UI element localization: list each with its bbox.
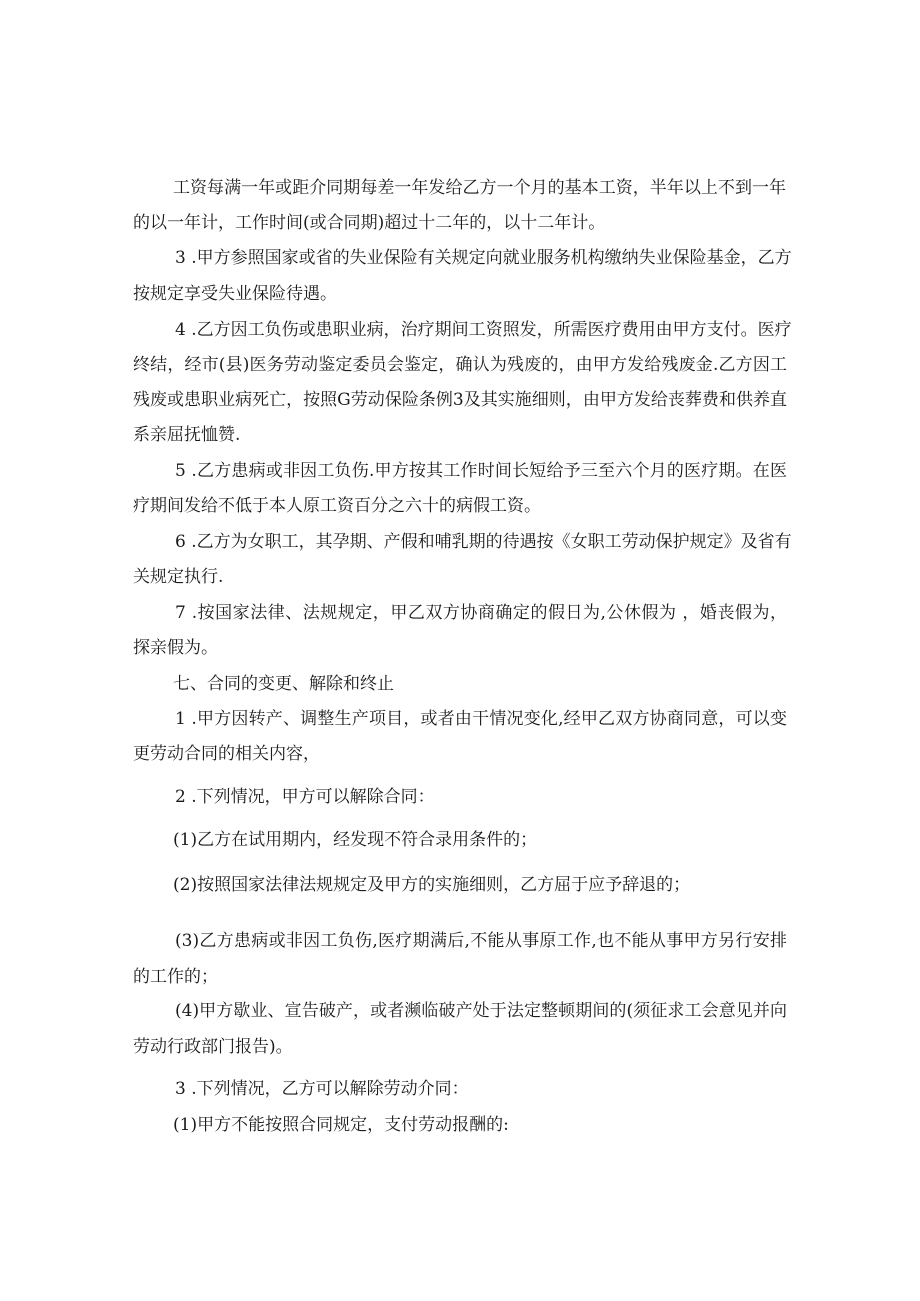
paragraph-line: 系亲屈抚恤赞.: [133, 425, 241, 445]
paragraph-line: 的以一年计，工作时间(或合同期)超过十二年的，以十二年计。: [133, 213, 606, 233]
paragraph-line: 7 .按国家法律、法规规定，甲乙双方协商确定的假日为,公休假为 ，婚丧假为，: [175, 603, 787, 623]
paragraph-line: (1)甲方不能按照合同规定，支付劳动报酬的:: [173, 1115, 509, 1135]
paragraph-line: (2)按照国家法律法规规定及甲方的实施细则，乙方屈于应予辞退的；: [173, 875, 691, 895]
paragraph-line: (1)乙方在试用期内，经发现不符合录用条件的；: [173, 830, 538, 850]
paragraph-line: 探亲假为。: [133, 638, 218, 658]
paragraph-line: 3 .甲方参照国家或省的失业保险有关规定向就业服务机构缴纳失业保险基金，乙方: [175, 248, 792, 268]
paragraph-line: 疗期间发给不低于本人原工资百分之六十的病假工资。: [133, 496, 541, 516]
paragraph-line: 残废或患职业病死亡，按照G劳动保险条例3及其实施细则，由甲方发给丧葬费和供养直: [133, 390, 787, 410]
paragraph-line: 终结，经市(县)医务劳动鉴定委员会鉴定，确认为残废的，由甲方发给残废金.乙方因工: [133, 355, 787, 375]
paragraph-line: 5 .乙方患病或非因工负伤.甲方按其工作时间长短给予三至六个月的医疗期。在医: [175, 461, 787, 481]
paragraph-line: 2 .下列情况，甲方可以解除合同：: [175, 787, 435, 807]
paragraph-line: 1 .甲方因转产、调整生产项目，或者由干情况变化,经甲乙双方协商同意，可以变: [175, 709, 787, 729]
paragraph-line: 3 .下列情况，乙方可以解除劳动介同：: [175, 1079, 469, 1099]
paragraph-line: 6 .乙方为女职工，其孕期、产假和哺乳期的待遇按《女职工劳动保护规定》及省有: [175, 532, 792, 552]
paragraph-line: 更劳动合同的相关内容，: [133, 744, 320, 764]
paragraph-line: 的工作的；: [133, 967, 218, 987]
paragraph-line: 工资每满一年或距介同期每差一年发给乙方一个月的基本工资，半年以上不到一年: [173, 178, 786, 198]
paragraph-line: (4)甲方歇业、宣告破产，或者濒临破产处于法定整顿期间的(须征求工会意见并向: [175, 1001, 787, 1021]
paragraph-line: 按规定享受失业保险待遇。: [133, 284, 337, 304]
paragraph-line: (3)乙方患病或非因工负伤,医疗期满后,不能从事原工作,也不能从事甲方另行安排: [175, 931, 787, 951]
paragraph-line: 关规定执行.: [133, 567, 224, 587]
paragraph-line: 4 .乙方因工负伤或患职业病，治疗期间工资照发，所需医疗费用由甲方支付。医疗: [175, 320, 792, 340]
paragraph-line: 劳动行政部门报告)。: [133, 1037, 293, 1057]
section-heading: 七、合同的变更、解除和终止: [173, 674, 394, 694]
